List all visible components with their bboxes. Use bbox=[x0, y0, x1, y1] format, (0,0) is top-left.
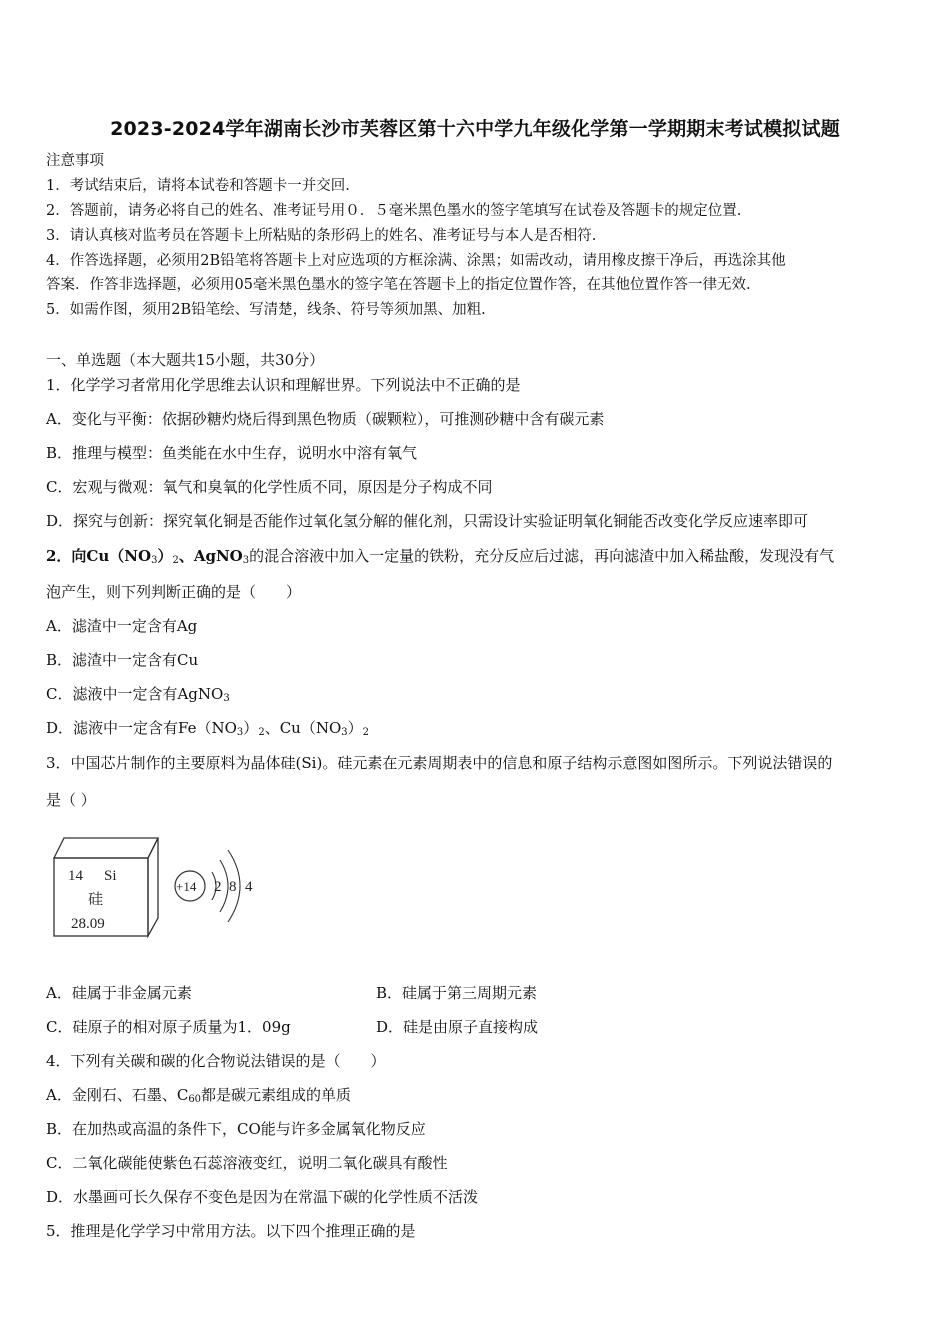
question-3-option-a: A．硅属于非金属元素 bbox=[46, 984, 192, 1002]
atomic-structure-diagram bbox=[175, 850, 253, 922]
question-3-stem-line1: 3．中国芯片制作的主要原料为晶体硅(Si)。硅元素在元素周期表中的信息和原子结构示意图如图所示。下列说法错误的 bbox=[46, 754, 833, 772]
element-cell bbox=[54, 838, 158, 936]
question-1-option-d: D．探究与创新：探究氧化铜是否能作过氧化氢分解的催化剂，只需设计实验证明氧化铜能否改变化学反应速率即可 bbox=[46, 512, 809, 530]
element-symbol: Si bbox=[104, 868, 117, 884]
atomic-number: 14 bbox=[68, 868, 83, 884]
question-3-stem-line2: 是（ ） bbox=[46, 791, 96, 809]
question-4-option-a: A．金刚石、石墨、$C_{60}$都是碳元素组成的单质 bbox=[46, 1086, 352, 1105]
question-2-option-b: B．滤渣中一定含有Cu bbox=[46, 651, 199, 669]
question-3-option-d: D．硅是由原子直接构成 bbox=[376, 1018, 539, 1036]
question-1-stem: 1．化学学习者常用化学思维去认识和理解世界。下列说法中不正确的是 bbox=[46, 376, 521, 394]
question-5-stem: 5．推理是化学学习中常用方法。以下四个推理正确的是 bbox=[46, 1222, 416, 1240]
notice-item: 1．考试结束后，请将本试卷和答题卡一并交回. bbox=[46, 178, 350, 194]
shell-electrons: 2 bbox=[214, 879, 222, 895]
question-2-stem-line1: 2．向$Cu(NO_3)_2$、AgNO$_3$的混合溶液中加入一定量的铁粉，充分反应后过滤，再向滤渣中加入稀盐酸，发现没有气 bbox=[46, 547, 835, 566]
question-3-option-b: B．硅属于第三周期元素 bbox=[376, 984, 538, 1002]
question-4-option-d: D．水墨画可长久保存不变色是因为在常温下碳的化学性质不活泼 bbox=[46, 1188, 479, 1206]
notice-item: 3．请认真核对监考员在答题卡上所粘贴的条形码上的姓名、准考证号与本人是否相符. bbox=[46, 228, 597, 244]
question-2-option-c: C．滤液中一定含有AgNO$_3$ bbox=[46, 685, 230, 704]
shell-electrons: 4 bbox=[245, 879, 253, 895]
question-1-option-c: C．宏观与微观：氧气和臭氧的化学性质不同，原因是分子构成不同 bbox=[46, 478, 493, 496]
notice-item: 答案．作答非选择题，必须用05毫米黑色墨水的签字笔在答题卡上的指定位置作答，在其他位置作答一律无效. bbox=[46, 277, 751, 293]
question-1-option-b: B．推理与模型：鱼类能在水中生存，说明水中溶有氧气 bbox=[46, 444, 418, 462]
question-2-stem-line2: 泡产生，则下列判断正确的是（ ） bbox=[46, 583, 302, 601]
notice-heading: 注意事项 bbox=[46, 153, 104, 169]
notice-item: 2．答题前，请务必将自己的姓名、准考证号用０．５毫米黑色墨水的签字笔填写在试卷及答题卡的规定位置. bbox=[46, 203, 742, 219]
notice-item: 4．作答选择题，必须用2B铅笔将答题卡上对应选项的方框涂满、涂黑；如需改动，请用橡皮擦干净后，再选涂其他 bbox=[46, 253, 786, 269]
question-4-option-c: C．二氧化碳能使紫色石蕊溶液变红，说明二氧化碳具有酸性 bbox=[46, 1154, 448, 1172]
shell-electrons: 8 bbox=[229, 879, 237, 895]
question-4-stem: 4．下列有关碳和碳的化合物说法错误的是（ ） bbox=[46, 1052, 386, 1070]
silicon-element-figure bbox=[52, 836, 262, 940]
notice-item: 5．如需作图，须用2B铅笔绘、写清楚，线条、符号等须加黑、加粗. bbox=[46, 302, 486, 318]
element-name: 硅 bbox=[88, 892, 104, 908]
atomic-mass: 28.09 bbox=[71, 916, 105, 932]
question-3-option-c: C．硅原子的相对原子质量为1．09g bbox=[46, 1018, 291, 1036]
section-heading: 一、单选题（本大题共15小题，共30分） bbox=[46, 351, 325, 369]
question-1-option-a: A．变化与平衡：依据砂糖灼烧后得到黑色物质（碳颗粒），可推测砂糖中含有碳元素 bbox=[46, 410, 605, 428]
question-2-option-a: A．滤渣中一定含有Ag bbox=[46, 617, 198, 635]
page-title: 2023-2024学年湖南长沙市芙蓉区第十六中学九年级化学第一学期期末考试模拟试题 bbox=[110, 118, 840, 140]
question-4-option-b: B．在加热或高温的条件下，CO能与许多金属氧化物反应 bbox=[46, 1120, 426, 1138]
question-2-option-d: D．滤液中一定含有$Fe(NO_3)_2$、$Cu(NO_3)_2$ bbox=[46, 719, 370, 738]
nucleus-charge: +14 bbox=[176, 879, 197, 894]
